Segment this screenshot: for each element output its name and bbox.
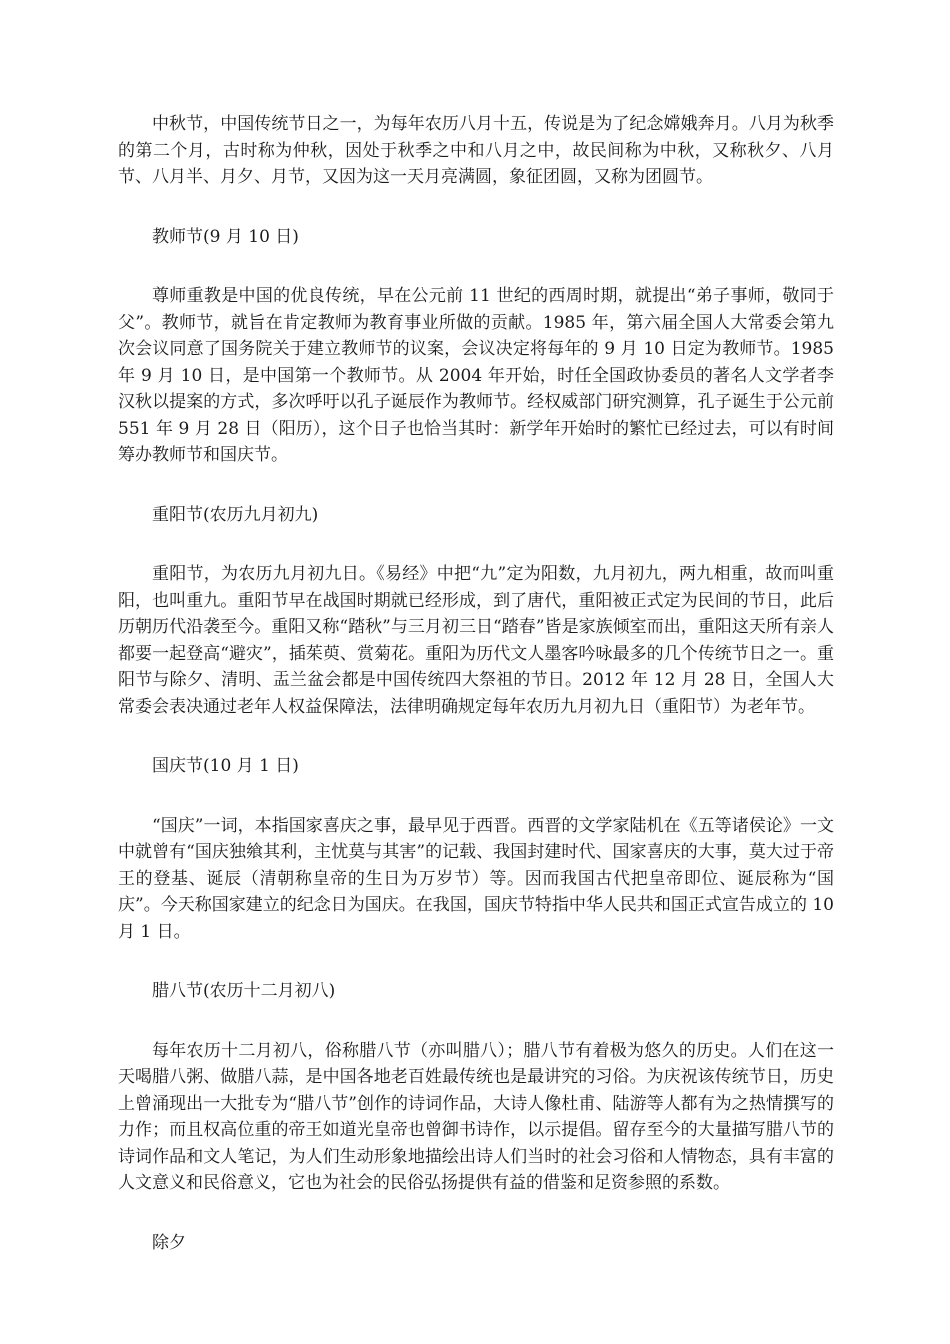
heading-new-years-eve: 除夕 xyxy=(152,1232,186,1253)
heading-teachers-day: 教师节(9 月 10 日) xyxy=(152,226,299,247)
paragraph-teachers-day: 尊师重教是中国的优良传统，早在公元前 11 世纪的西周时期，就提出“弟子事师，敬同于父”。教师节，就旨在肯定教师为教育事业所做的贡献。1985 年，第六届全国人大常委会第九次会议同意了国务院关于建立教师节的议案，会议决定将每年的 9 月 10 日定为教师节。1985 年 9 月 10 日，是中国第一个教师节。从 2004 年开始，时任全国政协委员的著名人文学者李汉秋以提案的方式，多次呼吁以孔子诞辰作为教师节。经权威部门研究测算，孔子诞生于公元前 551 年 9 月 28 日（阳历），这个日子也恰当其时：新学年开始时的繁忙已经过去，可以有时间筹办教师节和国庆节。 xyxy=(118,286,840,465)
paragraph-double-ninth: 重阳节，为农历九月初九日。《易经》中把“九”定为阳数，九月初九，两九相重，故而叫重阳，也叫重九。重阳节早在战国时期就已经形成，到了唐代，重阳被正式定为民间的节日，此后历朝历代沿袭至今。重阳又称“踏秋”与三月初三日“踏春”皆是家族倾室而出，重阳这天所有亲人都要一起登高“避灾”，插茱萸、赏菊花。重阳为历代文人墨客吟咏最多的几个传统节日之一。重阳节与除夕、清明、盂兰盆会都是中国传统四大祭祖的节日。2012 年 12 月 28 日，全国人大常委会表决通过老年人权益保障法，法律明确规定每年农历九月初九日（重阳节）为老年节。 xyxy=(118,564,834,717)
heading-national-day: 国庆节(10 月 1 日) xyxy=(152,756,299,776)
paragraph-national-day: “国庆”一词，本指国家喜庆之事，最早见于西晋。西晋的文学家陆机在《五等诸侯论》一文中就曾有“国庆独飨其利，主忧莫与其害”的记载、我国封建时代、国家喜庆的大事，莫大过于帝王的登基、诞辰（清朝称皇帝的生日为万岁节）等。因而我国古代把皇帝即位、诞辰称为“国庆”。今天称国家建立的纪念日为国庆。在我国，国庆节特指中华人民共和国正式宣告成立的 10 月 1 日。 xyxy=(118,815,840,942)
heading-laba: 腊八节(农历十二月初八) xyxy=(152,981,336,1001)
paragraph-laba: 每年农历十二月初八，俗称腊八节（亦叫腊八）；腊八节有着极为悠久的历史。人们在这一天喝腊八粥、做腊八蒜，是中国各地老百姓最传统也是最讲究的习俗。为庆祝该传统节日，历史上曾涌现出一大批专为“腊八节”创作的诗词作品，大诗人像杜甫、陆游等人都有为之热情撰写的力作；而且权高位重的帝王如道光皇帝也曾御书诗作，以示提倡。留存至今的大量描写腊八节的诗词作品和文人笔记，为人们生动形象地描绘出诗人们当时的社会习俗和人情物态，具有丰富的人文意义和民俗意义，它也为社会的民俗弘扬提供有益的借鉴和足资参照的系数。 xyxy=(118,1040,834,1193)
document-content xyxy=(118,111,840,1256)
heading-double-ninth: 重阳节(农历九月初九) xyxy=(152,504,319,525)
paragraph-mid-autumn: 中秋节，中国传统节日之一，为每年农历八月十五，传说是为了纪念嫦娥奔月。八月为秋季的第二个月，古时称为仲秋，因处于秋季之中和八月之中，故民间称为中秋，又称秋夕、八月节、八月半、月夕、月节，又因为这一天月亮满圆，象征团圆，又称为团圆节。 xyxy=(118,114,834,187)
